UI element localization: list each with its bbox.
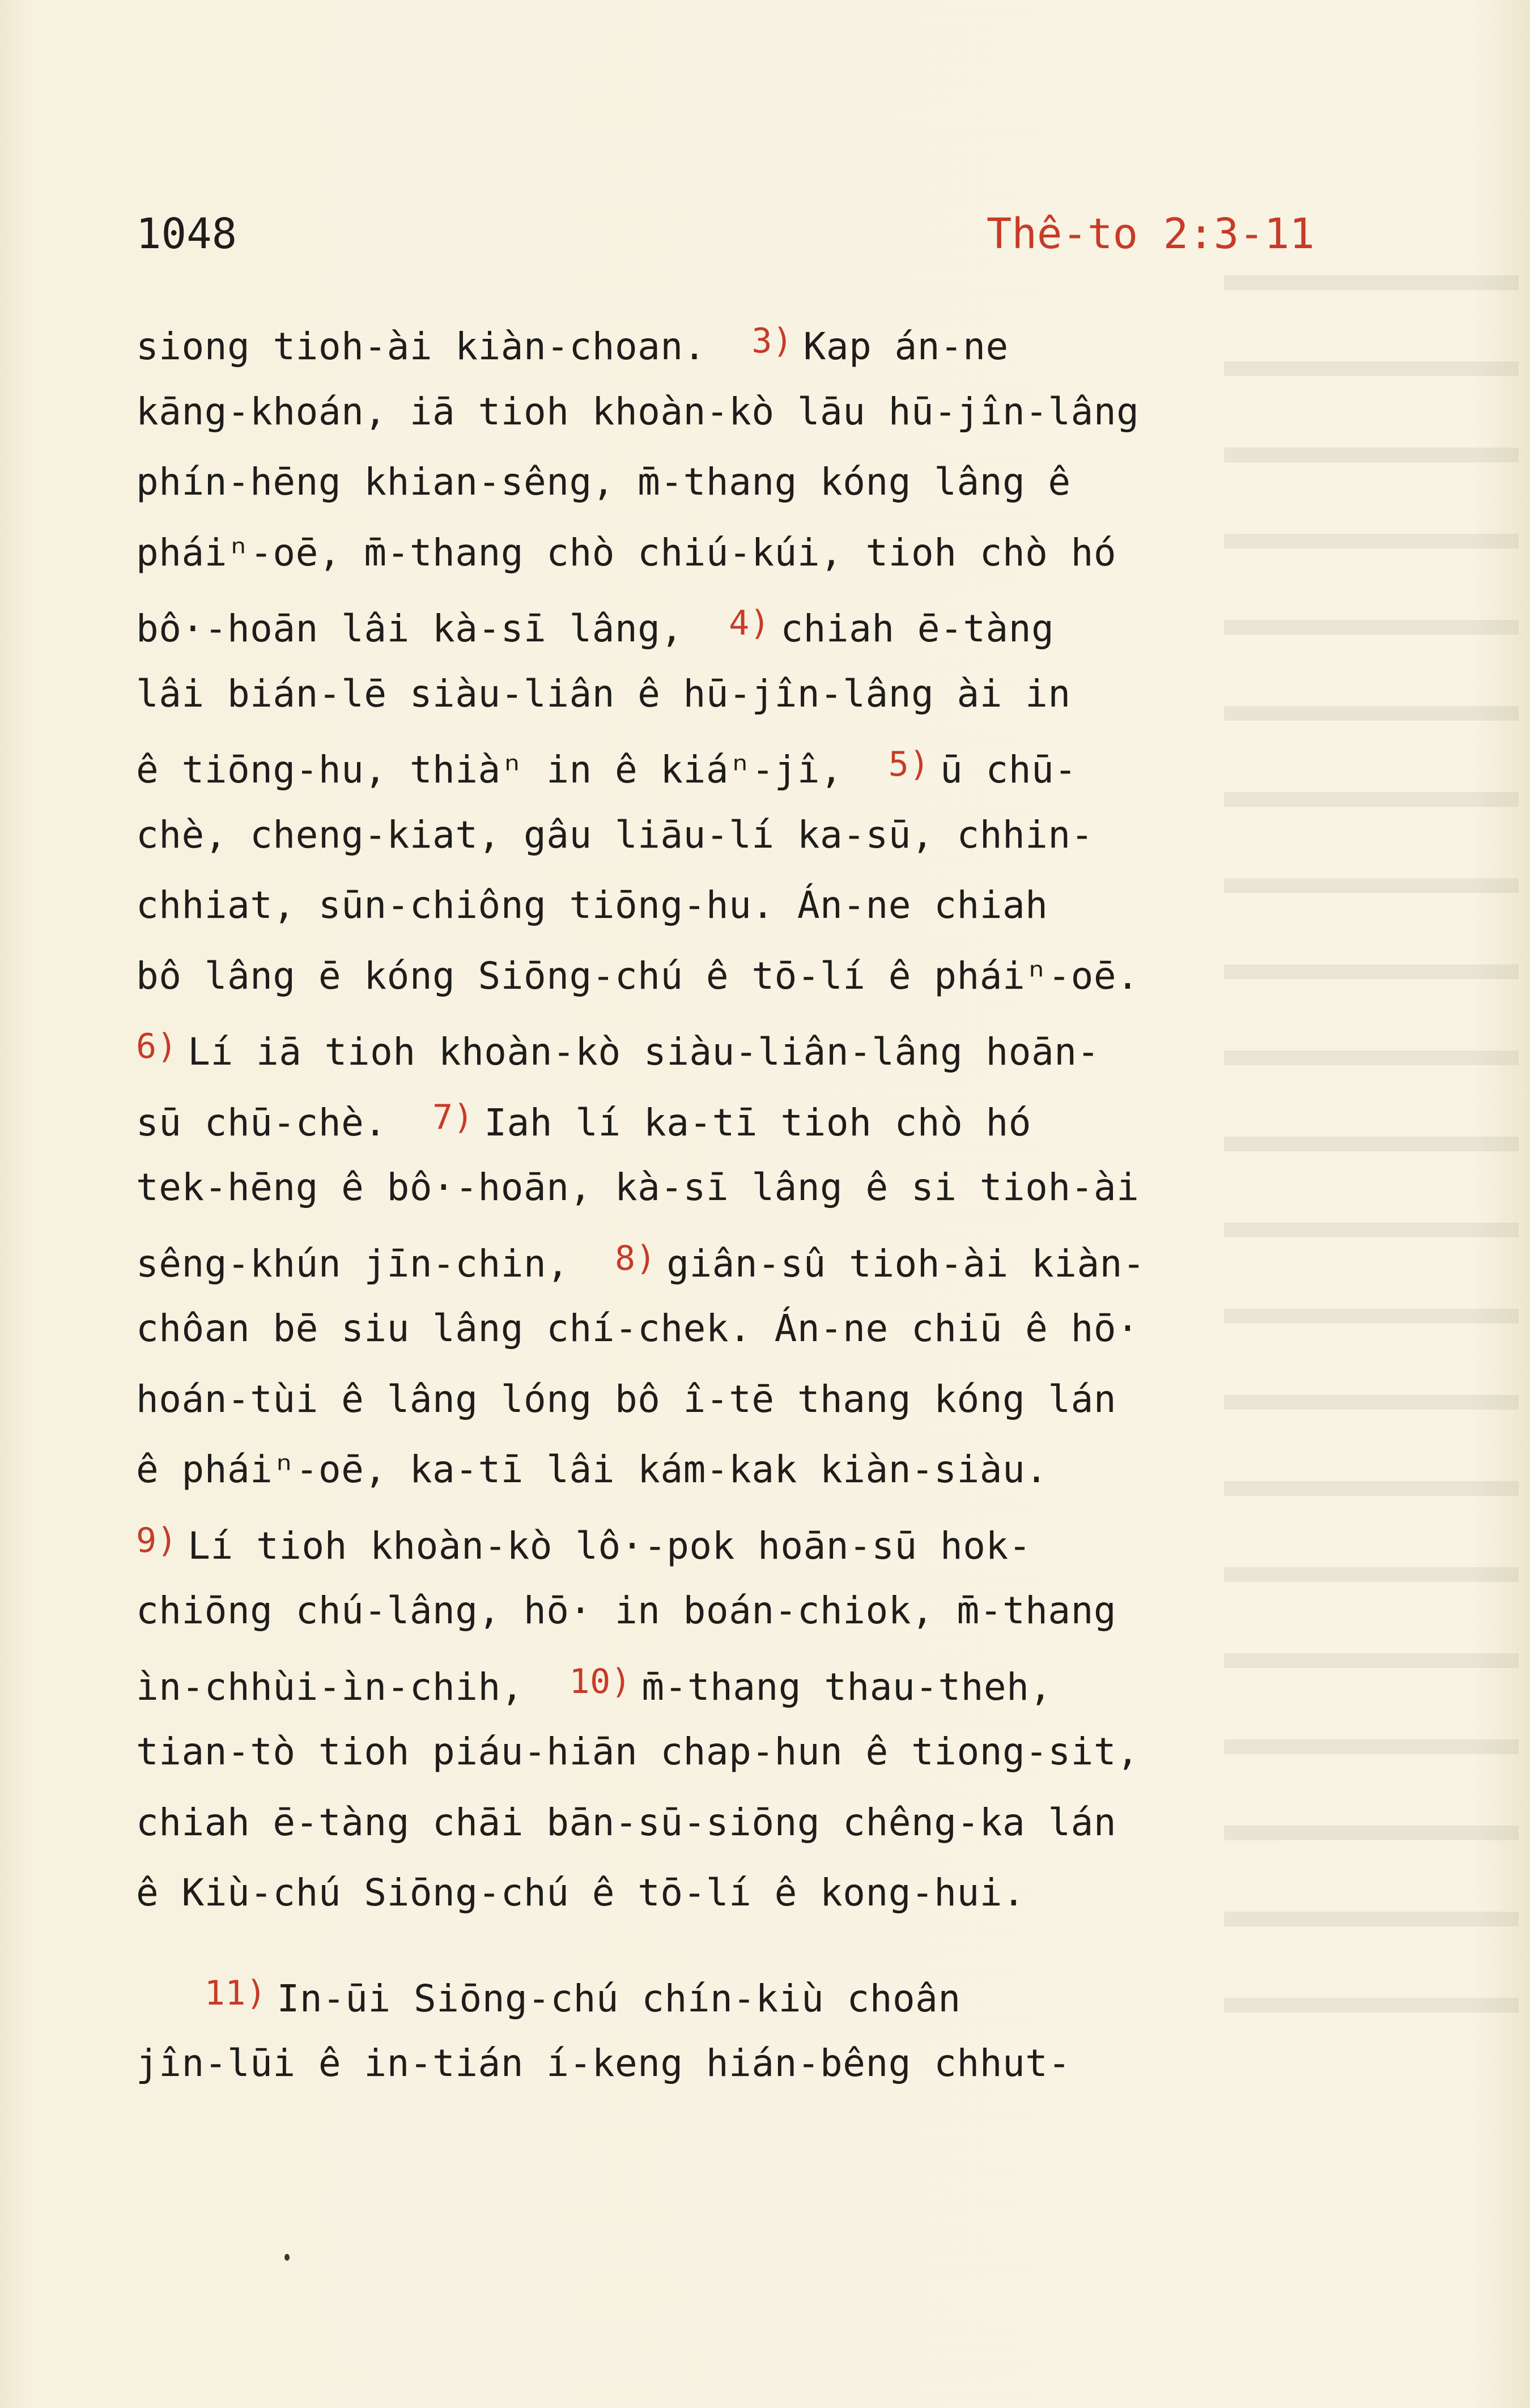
text-line <box>136 941 1411 1012</box>
text-line <box>136 377 1411 448</box>
text-segment: bô·-hoān lâi kà-sī lâng, <box>136 607 729 650</box>
text-line <box>136 800 1411 871</box>
ink-speck <box>284 2254 290 2261</box>
text-line <box>136 2028 1411 2099</box>
text-line <box>136 1364 1411 1435</box>
verse-number: 5) <box>888 744 930 784</box>
text-segment: chôan bē siu lâng chí-chek. Án-ne chiū ê hō· <box>136 1307 1140 1350</box>
text-segment: Lí iā tioh khoàn-kò siàu-liân-lâng hoān- <box>188 1030 1100 1074</box>
text-line <box>136 1788 1411 1858</box>
text-line <box>136 518 1411 589</box>
text-segment: giân-sû tioh-ài kiàn- <box>666 1241 1146 1286</box>
verse-number: 4) <box>729 603 771 643</box>
text-line <box>136 1505 1411 1576</box>
text-segment <box>136 1977 205 2020</box>
text-segment: pháiⁿ-oē, m̄-thang chò chiú-kúi, tioh chò hó <box>136 530 1117 575</box>
text-segment: siong tioh-ài kiàn-choan. <box>136 325 752 368</box>
text-line <box>136 1576 1411 1647</box>
verse-number: 6) <box>136 1027 178 1066</box>
text-line <box>136 1223 1411 1294</box>
text-segment: chiōng chú-lâng, hō· in boán-chiok, m̄-thang <box>136 1589 1117 1632</box>
text-segment: chiah ē-tàng <box>780 607 1055 650</box>
text-segment: sū chū-chè. <box>136 1100 433 1145</box>
text-segment: phín-hēng khian-sêng, m̄-thang kóng lâng ê <box>136 460 1071 504</box>
text-segment: Lí tioh khoàn-kò lô·-pok hoān-sū hok- <box>188 1524 1031 1568</box>
text-line <box>136 1011 1411 1082</box>
text-segment: ê tiōng-hu, thiàⁿ in ê kiáⁿ-jî, <box>136 748 889 792</box>
running-head: Thê-to 2:3-11 <box>986 210 1315 258</box>
text-segment: In-ūi Siōng-chú chín-kiù choân <box>277 1976 961 2020</box>
verse-number: 3) <box>751 321 793 361</box>
text-line <box>136 659 1411 730</box>
page-number: 1048 <box>136 210 237 258</box>
text-segment: tian-tò tioh piáu-hiān chap-hun ê tiong-sit, <box>136 1730 1140 1773</box>
text-segment: lâi bián-lē siàu-liân ê hū-jîn-lâng ài in <box>136 671 1071 716</box>
body-text <box>136 306 1411 2099</box>
text-segment: Iah lí ka-tī tioh chò hó <box>484 1100 1031 1145</box>
text-line <box>136 1152 1411 1223</box>
verse-number: 11) <box>204 1973 267 2013</box>
text-segment: ê Kiù-chú Siōng-chú ê tō-lí ê kong-hui. <box>136 1871 1026 1915</box>
verse-number: 9) <box>136 1520 178 1560</box>
page-header <box>136 210 1315 272</box>
text-line <box>136 1958 1411 2029</box>
text-segment: ū chū- <box>940 748 1077 792</box>
text-line <box>136 1082 1411 1153</box>
text-segment: m̄-thang thau-theh, <box>641 1665 1052 1709</box>
text-segment: ê pháiⁿ-oē, ka-tī lâi kám-kak kiàn-siàu. <box>136 1448 1048 1491</box>
text-line <box>136 729 1411 800</box>
text-line <box>136 1858 1411 1929</box>
text-line <box>136 1294 1411 1364</box>
text-segment: chè, cheng-kiat, gâu liāu-lí ka-sū, chhin- <box>136 812 1094 857</box>
text-segment: sêng-khún jīn-chin, <box>136 1241 615 1286</box>
text-segment: chhiat, sūn-chiông tiōng-hu. Án-ne chiah <box>136 883 1048 927</box>
text-line <box>136 447 1411 518</box>
text-line <box>136 870 1411 941</box>
text-segment: bô lâng ē kóng Siōng-chú ê tō-lí ê pháiⁿ-oē. <box>136 954 1140 998</box>
text-line <box>136 1647 1411 1717</box>
text-line <box>136 1435 1411 1505</box>
text-segment: hoán-tùi ê lâng lóng bô î-tē thang kóng lán <box>136 1377 1117 1421</box>
text-segment: Kap án-ne <box>803 325 1009 368</box>
verse-number: 10) <box>569 1661 632 1701</box>
text-segment: kāng-khoán, iā tioh khoàn-kò lāu hū-jîn-lâng <box>136 389 1140 433</box>
text-line <box>136 306 1411 377</box>
text-line <box>136 588 1411 659</box>
verse-number: 8) <box>614 1238 657 1278</box>
text-line <box>136 1717 1411 1788</box>
text-segment: jîn-lūi ê in-tián í-keng hián-bêng chhut- <box>136 2041 1071 2085</box>
verse-number: 7) <box>432 1097 474 1137</box>
text-segment: ìn-chhùi-ìn-chih, <box>136 1665 570 1709</box>
text-segment: chiah ē-tàng chāi bān-sū-siōng chêng-ka lán <box>136 1800 1117 1844</box>
text-segment: tek-hēng ê bô·-hoān, kà-sī lâng ê si tioh-ài <box>136 1165 1140 1209</box>
